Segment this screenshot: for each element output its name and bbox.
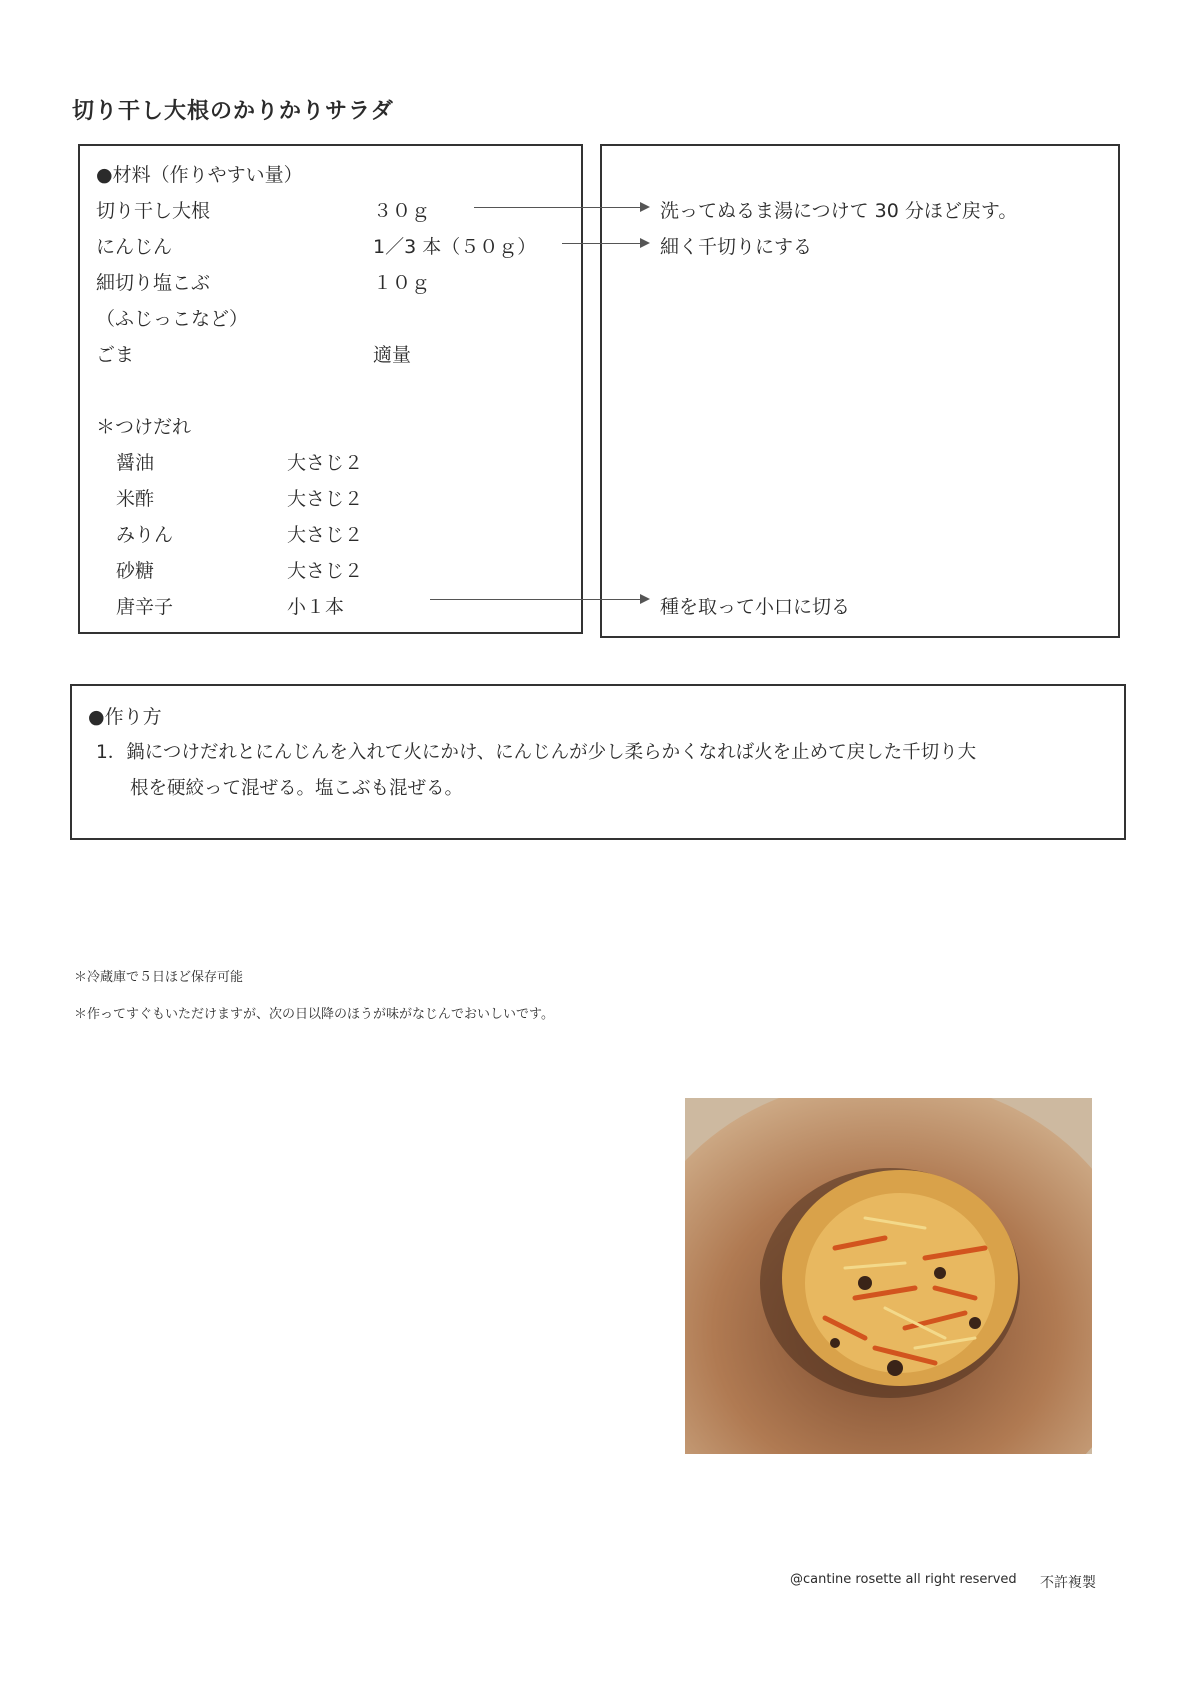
recipe-title: 切り干し大根のかりかりサラダ: [72, 99, 394, 124]
sauce-amount: 大さじ２: [287, 488, 364, 510]
ingredient-name: にんじん: [96, 236, 173, 258]
arrow-head-icon: [640, 238, 650, 248]
sauce-amount: 大さじ２: [287, 560, 364, 582]
arrow-line: [430, 599, 642, 600]
prep-notes-box: [600, 144, 1120, 638]
method-step-1-line1: 1．鍋につけだれとにんじんを入れて火にかけ、にんじんが少し柔らかくなれば火を止めて戻した千切り大: [96, 742, 977, 763]
ingredients-box: [78, 144, 583, 634]
arrow-head-icon: [640, 594, 650, 604]
arrow-line: [474, 207, 642, 208]
sauce-heading: ＊つけだれ: [96, 416, 192, 438]
ingredient-amount: 1／3 本（５０ｇ）: [373, 236, 537, 258]
ingredients-heading: ●材料（作りやすい量）: [96, 164, 303, 186]
sauce-name: 米酢: [116, 488, 155, 510]
sauce-name: 唐辛子: [116, 596, 174, 618]
footnote: ＊作ってすぐもいただけますが、次の日以降のほうが味がなじんでおいしいです。: [74, 1007, 554, 1022]
arrow-head-icon: [640, 202, 650, 212]
prep-note: 洗ってぬるま湯につけて 30 分ほど戻す。: [660, 200, 1018, 222]
sauce-amount: 大さじ２: [287, 452, 364, 474]
method-heading: ●作り方: [88, 706, 162, 728]
salad-photo: [685, 1098, 1092, 1454]
sauce-name: 砂糖: [116, 560, 155, 582]
sauce-name: みりん: [116, 524, 174, 546]
ingredient-amount: ３０ｇ: [373, 200, 431, 222]
ingredient-name: ごま: [96, 344, 135, 366]
ingredient-name: （ふじっこなど）: [96, 308, 249, 330]
prep-note: 種を取って小口に切る: [660, 596, 851, 618]
ingredient-name: 細切り塩こぶ: [96, 272, 211, 294]
footnote: ＊冷蔵庫で５日ほど保存可能: [74, 970, 244, 985]
sauce-amount: 小１本: [287, 596, 345, 618]
ingredient-amount: 適量: [373, 344, 412, 366]
copyright-text: @cantine rosette all right reserved: [790, 1572, 1017, 1587]
arrow-line: [562, 243, 642, 244]
prep-note: 細く千切りにする: [660, 236, 813, 258]
method-box: [70, 684, 1126, 840]
ingredient-name: 切り干し大根: [96, 200, 211, 222]
sauce-amount: 大さじ２: [287, 524, 364, 546]
ingredient-amount: １０ｇ: [373, 272, 431, 294]
method-step-1-line2: 根を硬絞って混ぜる。塩こぶも混ぜる。: [130, 778, 464, 799]
no-copy-text: 不許複製: [1040, 1575, 1096, 1591]
sauce-name: 醤油: [116, 452, 155, 474]
